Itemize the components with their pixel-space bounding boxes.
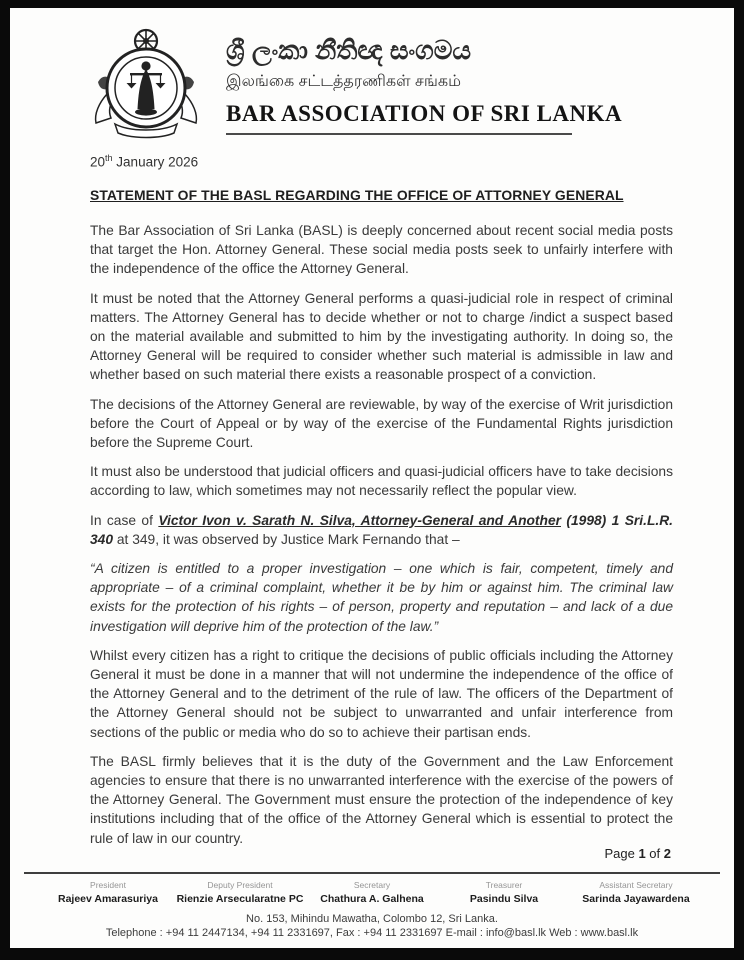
case-after: at 349, it was observed by Justice Mark Fernando that –: [113, 531, 460, 547]
paragraph-critique: Whilst every citizen has a right to critique the decisions of public officials including the Attorney General it must be done in a manner that will not undermine the independence of the office of the Attorney General and to the detriment of the rule of law. The officers of the Department of the Attorney General should not be subject to unwarranted and unfair interference from sections of the public or media who do so to achieve their partisan ends.: [90, 647, 673, 740]
paragraph-judicial-officers: It must also be understood that judicial officers and quasi-judicial officers have to take decisions according to law, which sometimes may not necessarily reflect the popular view.: [90, 464, 673, 499]
page-indicator-prefix: Page: [604, 846, 639, 861]
org-names: [226, 26, 622, 142]
officer-name: Rajeev Amarasuriya: [57, 893, 158, 905]
officer-assistant-secretary: [570, 880, 702, 905]
officer-name: Sarinda Jayawardena: [582, 893, 690, 905]
officer-president: [42, 880, 174, 905]
officer-title: Assistant Secretary: [599, 880, 673, 890]
org-name-sinhala: ශ්‍රී ලංකා නීතිඥ සංගමය: [226, 35, 472, 65]
case-citation-ref: (1998) 1 Sri.L.R. 340: [90, 512, 674, 547]
date-day: 20: [90, 154, 106, 170]
letter-body: [10, 149, 734, 848]
case-name: Victor Ivon v. Sarath N. Silva, Attorney-General and Another: [158, 512, 561, 528]
org-name-tamil: இலங்கை சட்டத்தரணிகள் சங்கம்: [226, 72, 462, 90]
case-intro: In case of: [90, 512, 159, 528]
officer-treasurer: [438, 880, 570, 905]
org-name-english: BAR ASSOCIATION OF SRI LANKA: [226, 100, 623, 126]
paragraph-case-citation: [90, 511, 673, 549]
officer-title: Deputy President: [207, 880, 273, 890]
footer-contact: Telephone : +94 11 2447134, +94 11 2331697, Fax : +94 11 2331697 E-mail : info@basl.lk Web : www.basl.lk: [105, 927, 639, 939]
letter-footer: [24, 872, 720, 939]
officer-title: Treasurer: [485, 880, 523, 890]
paragraph-duty: The BASL firmly believes that it is the duty of the Government and the Law Enforcement agencies to ensure that there is no unwarranted interference with the exercise of the powers of the Attorney General. The Government must ensure the protection of the independence of key institutions including that of the office of the Attorney General which is essential to protect the rule of law in our country.: [90, 753, 673, 846]
paragraph-quasi-judicial: It must be noted that the Attorney General performs a quasi-judicial role in respect of criminal matters. The Attorney General has to decide whether or not to charge /indict a suspect based on the material available and submitted to him by the investigating authority. In doing so, the Attorney General will be required to consider whether such material is admissible in law and whether based on such material there exists a reasonable prospect of a conviction.: [90, 290, 673, 383]
basl-emblem-logo: [90, 26, 202, 142]
date-ordinal: th: [105, 153, 113, 163]
officer-secretary: [306, 880, 438, 905]
paragraph-quote: “A citizen is entitled to a proper investigation – one which is fair, competent, timely and appropriate – of a criminal complaint, whether it be by him or against him. The criminal law exists for the protection of his rights – of person, property and reputation – and lack of a due investigation will deprive him of the protection of the law.”: [90, 560, 673, 634]
statement-title: STATEMENT OF THE BASL REGARDING THE OFFICE OF ATTORNEY GENERAL: [90, 186, 624, 203]
letterhead-divider: [226, 133, 572, 135]
letterhead: [10, 8, 734, 142]
page-total: 2: [663, 846, 671, 861]
footer-address: No. 153, Mihindu Mawatha, Colombo 12, Sri Lanka.: [246, 913, 498, 925]
paragraph-reviewable: The decisions of the Attorney General are reviewable, by way of the exercise of Writ jurisdiction before the Court of Appeal or by way of the exercise of the Fundamental Rights jurisdiction before the Supreme Court.: [90, 396, 673, 450]
officers-row: [24, 880, 720, 905]
officer-title: Secretary: [353, 880, 391, 890]
footer-divider: [24, 872, 720, 874]
scales-of-justice-icon: [90, 26, 202, 142]
officer-title: President: [90, 880, 126, 890]
officer-name: Pasindu Silva: [469, 893, 539, 905]
officer-deputy-president: [174, 880, 306, 905]
page-indicator-separator: of: [645, 846, 664, 861]
letter-page: [10, 8, 734, 948]
page-current: 1: [638, 846, 646, 861]
officer-name: Rienzie Arsecularatne PC: [176, 893, 304, 905]
paragraph-concern: The Bar Association of Sri Lanka (BASL) is deeply concerned about recent social media posts that target the Hon. Attorney General. These social media posts seek to unfairly interfere with the independence of the office the Attorney General.: [90, 222, 673, 277]
date-rest: January 2026: [112, 154, 199, 170]
date-line: [90, 149, 673, 172]
page-indicator: [604, 846, 671, 861]
officer-name: Chathura A. Galhena: [320, 893, 424, 905]
